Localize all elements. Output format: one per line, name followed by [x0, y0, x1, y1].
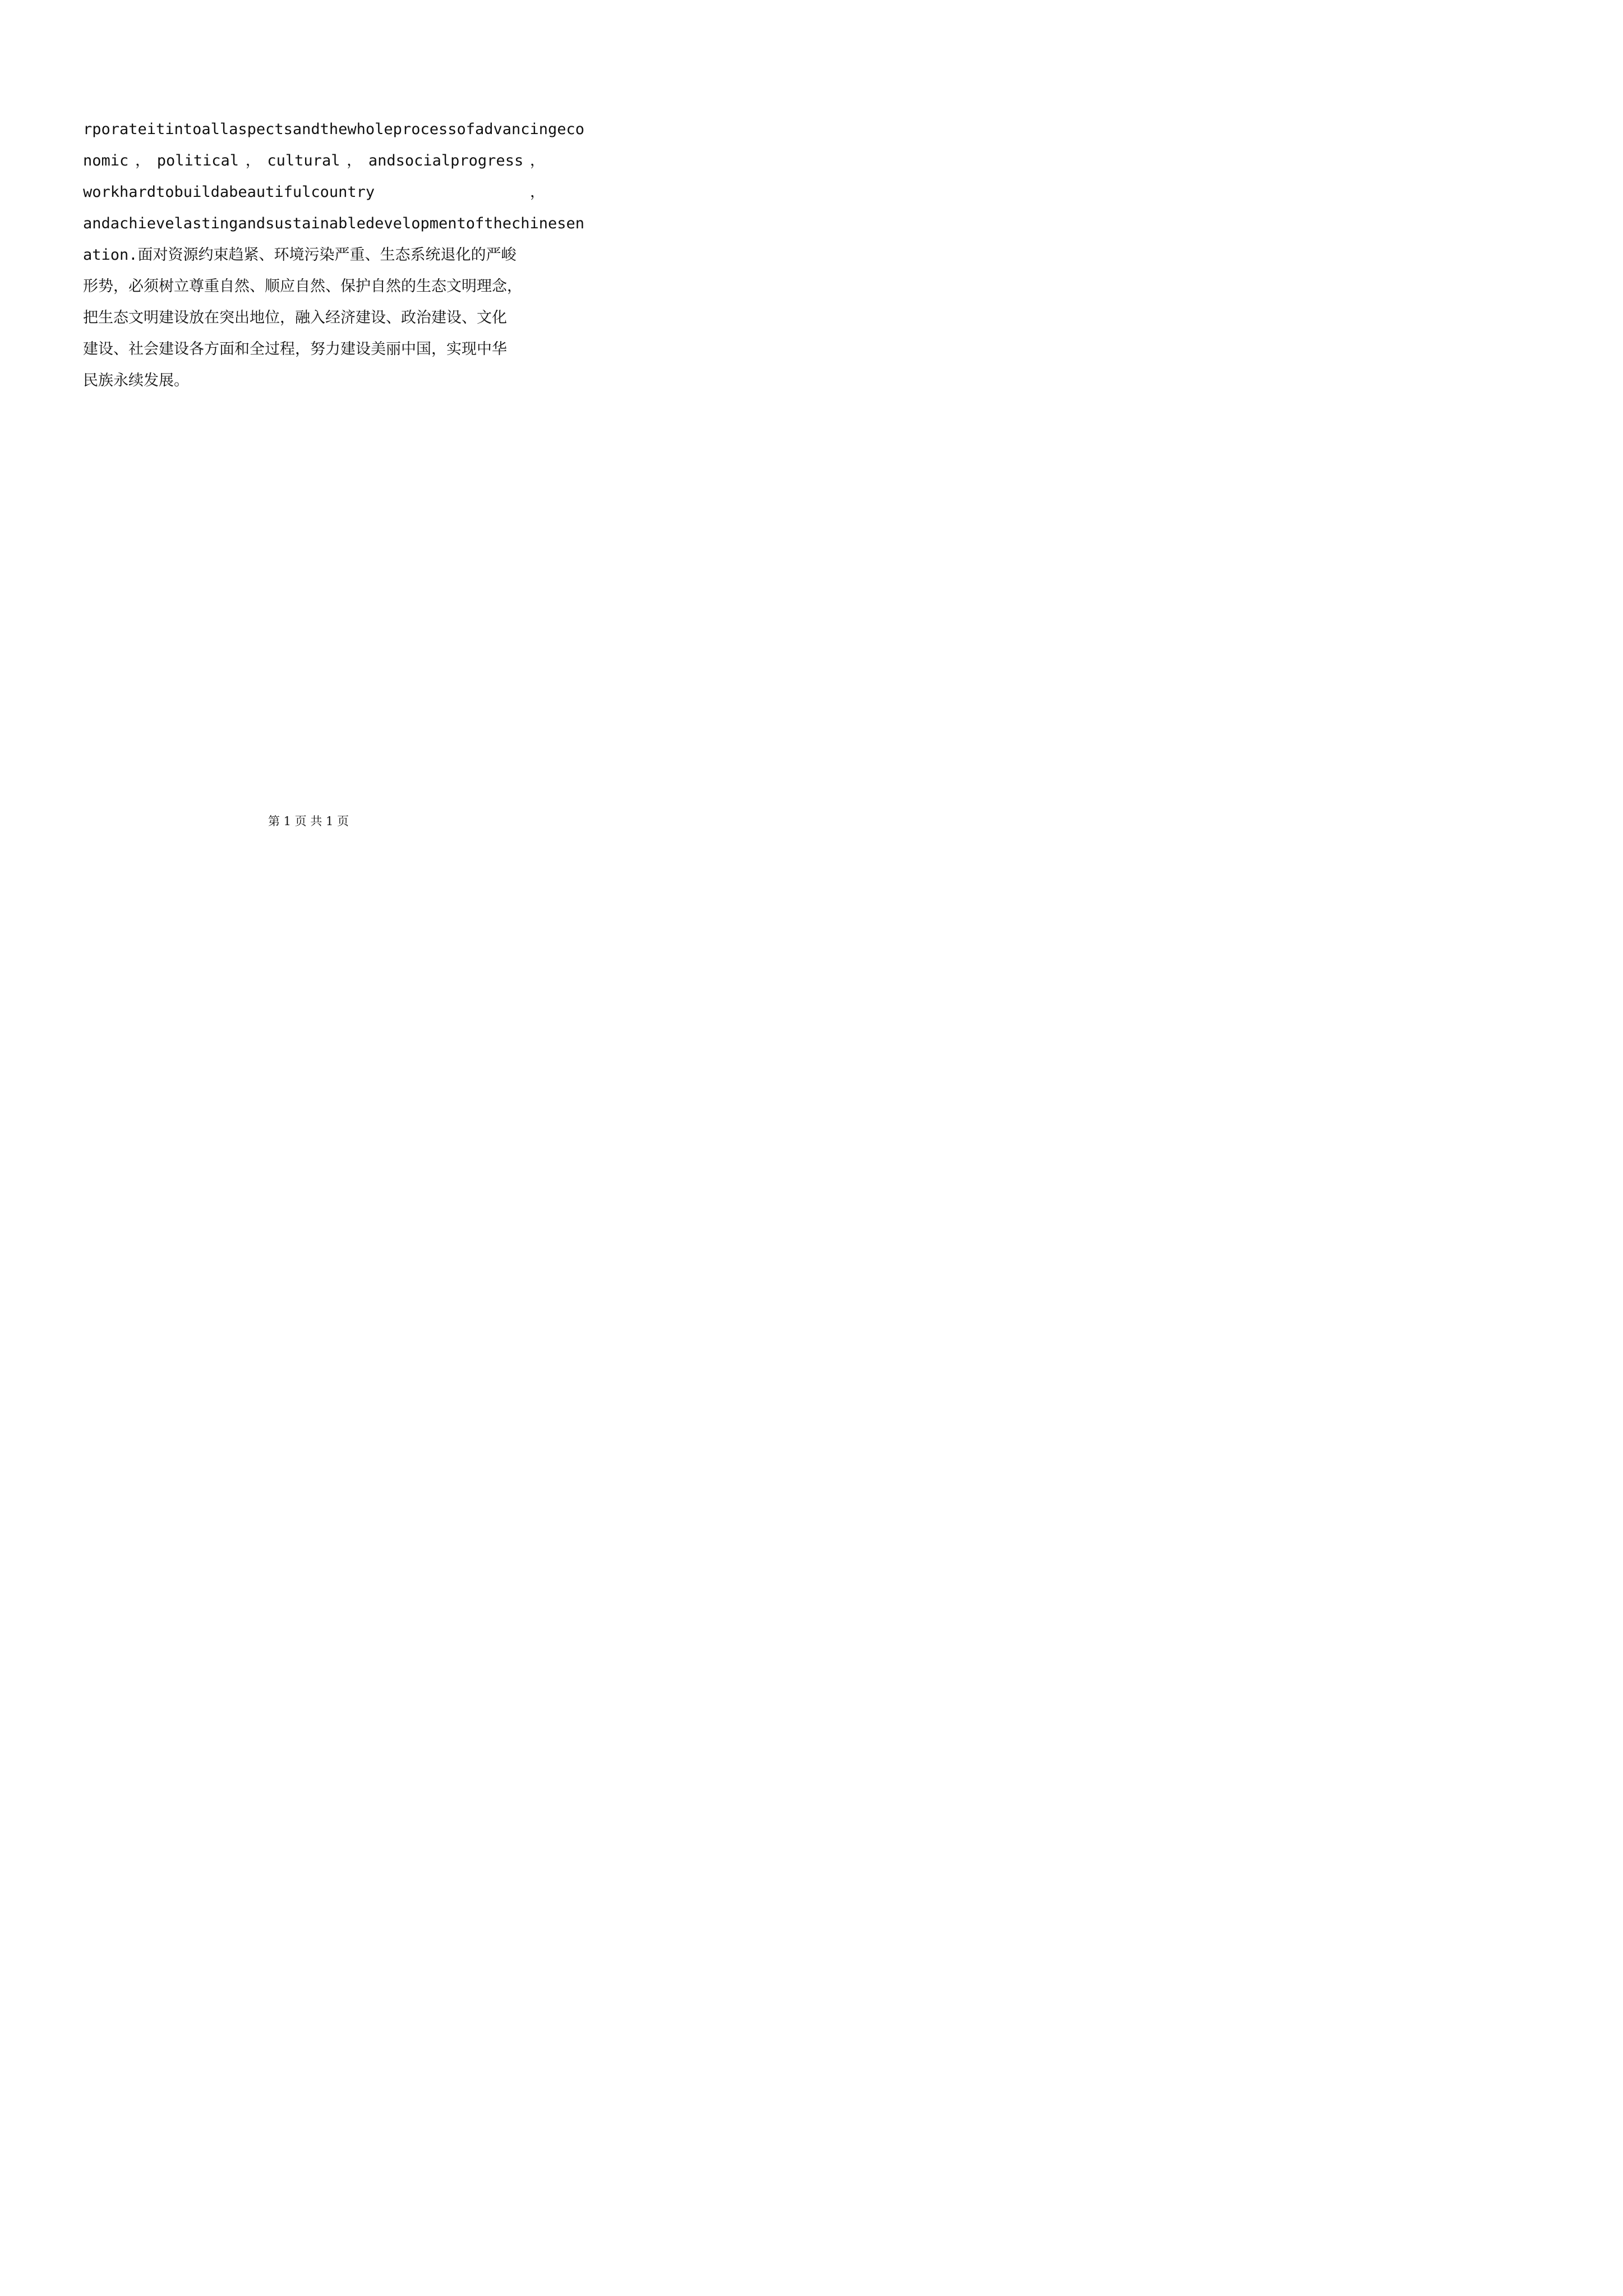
- paragraph-line-4: [83, 215, 585, 232]
- paragraph-line-7: [83, 310, 545, 326]
- text-run: ，: [529, 152, 545, 169]
- paragraph-line-2: [83, 153, 545, 169]
- text-run: 形势，必须树立尊重自然、顺应自然、保护自然的生态文明理念，: [83, 278, 522, 295]
- document-page: [0, 0, 617, 873]
- text-run: ，: [245, 152, 261, 169]
- text-run: workhardtobuildabeautifulcountry: [83, 183, 375, 201]
- text-run: 建设、社会建设各方面和全过程，努力建设美丽中国，实现中华: [83, 341, 507, 358]
- page-number-footer: 第 1 页 共 1 页: [268, 815, 349, 828]
- paragraph-line-9: [83, 372, 545, 389]
- text-run: cultural: [267, 152, 340, 169]
- text-run: 民族永续发展。: [83, 372, 189, 389]
- paragraph-line-3: [83, 184, 545, 201]
- paragraph-line-1: [83, 121, 585, 138]
- text-run: ，: [135, 152, 150, 169]
- text-run: political: [156, 152, 239, 169]
- text-run: ，: [530, 183, 545, 201]
- text-run: ation.面对资源约束趋紧、环境污染严重、生态系统退化的严峻: [83, 246, 517, 264]
- text-run: andachievelastingandsustainabledevelopmentofthechinesen: [83, 215, 585, 232]
- text-run: nomic: [83, 152, 129, 169]
- text-run: andsocialprogress: [368, 152, 524, 169]
- paragraph-line-8: [83, 341, 545, 358]
- text-run: rporateitintoallaspectsandthewholeprocessofadvancingeco: [83, 121, 585, 138]
- text-run: ，: [347, 152, 362, 169]
- paragraph-line-5: [83, 247, 545, 264]
- paragraph-line-6: [83, 278, 545, 295]
- text-run: 把生态文明建设放在突出地位，融入经济建设、政治建设、文化: [83, 309, 507, 326]
